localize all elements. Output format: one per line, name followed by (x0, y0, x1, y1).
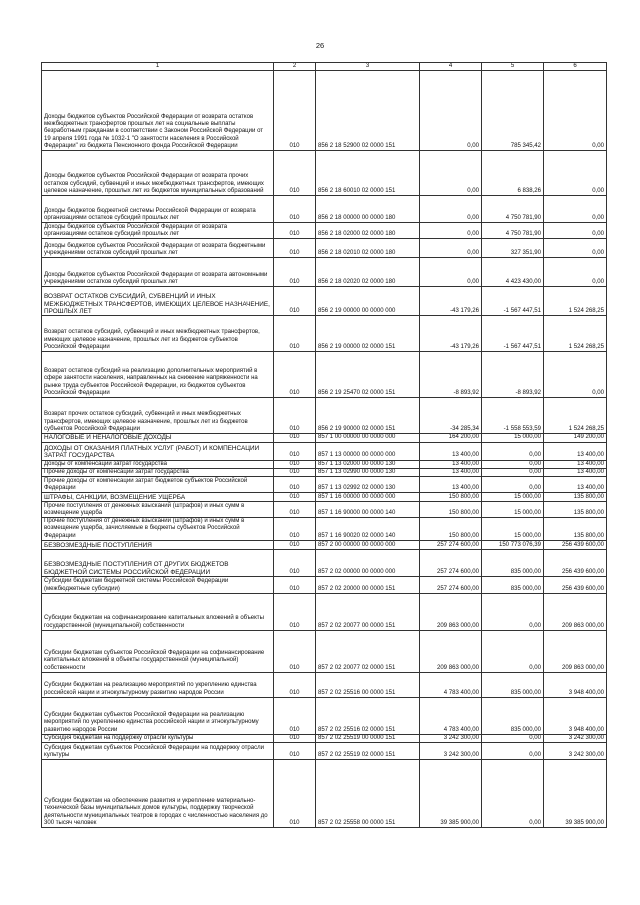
row-value-col5: 0,00 (482, 477, 544, 493)
row-value-col5: 4 750 781,90 (482, 223, 544, 239)
row-value-col4: 0,00 (420, 71, 482, 151)
row-budget-code: 856 2 19 00000 00 0000 000 (316, 287, 420, 316)
row-name: Прочие поступления от денежных взысканий (штрафов) и иных сумм в возмещение ущерба, зачисляемые в бюджеты субъектов Российской Федерации (42, 518, 274, 541)
row-value-col5: -1 558 553,59 (482, 398, 544, 434)
row-value-col4: 0,00 (420, 151, 482, 196)
row-value-col6: 256 439 600,00 (544, 550, 607, 577)
row-code: 010 (274, 71, 316, 151)
row-value-col5: 0,00 (482, 442, 544, 460)
table-row (42, 493, 607, 502)
row-code: 010 (274, 743, 316, 760)
row-code: 010 (274, 239, 316, 258)
row-name: Субсидии бюджетам на обеспечение развития и укрепление материально-технической базы муниципальных домов культуры, поддержку творческой деятельности муниципальных театров в городах с численностью населения до 300 тысяч человек (42, 760, 274, 828)
table-row (42, 434, 607, 442)
row-value-col5: 4 423 430,00 (482, 258, 544, 287)
row-name: Прочие доходы от компенсации затрат бюджетов субъектов Российской Федерации (42, 477, 274, 493)
row-code: 010 (274, 698, 316, 735)
row-budget-code: 857 2 02 25516 02 0000 151 (316, 698, 420, 735)
row-code: 010 (274, 287, 316, 316)
table-row (42, 735, 607, 743)
row-value-col6: 0,00 (544, 239, 607, 258)
row-budget-code: 857 1 16 90020 02 0000 140 (316, 518, 420, 541)
row-value-col5: 15 000,00 (482, 518, 544, 541)
table-header-row (42, 63, 607, 71)
row-value-col6: 0,00 (544, 223, 607, 239)
row-value-col6: 256 439 600,00 (544, 577, 607, 594)
row-value-col6: 3 242 300,00 (544, 743, 607, 760)
row-value-col6: 13 400,00 (544, 477, 607, 493)
row-value-col4: 13 400,00 (420, 442, 482, 460)
row-value-col6: 149 200,00 (544, 434, 607, 442)
row-value-col6: 3 948 400,00 (544, 673, 607, 698)
row-budget-code: 857 1 13 02000 00 0000 130 (316, 460, 420, 468)
row-value-col5: 835 000,00 (482, 673, 544, 698)
row-value-col5: 0,00 (482, 468, 544, 476)
row-value-col5: 0,00 (482, 460, 544, 468)
row-value-col6: 3 948 400,00 (544, 698, 607, 735)
row-name: Возврат остатков субсидий, субвенций и иных межбюджетных трансфертов, имеющих целевое назначение, прошлых лет из бюджетов субъектов Российской Федерации (42, 316, 274, 352)
row-value-col5: 15 000,00 (482, 493, 544, 502)
row-name: Субсидия бюджетам субъектов Российской Федерации на поддержку отрасли культуры (42, 743, 274, 760)
row-value-col4: 0,00 (420, 258, 482, 287)
table-row (42, 541, 607, 550)
page-number: 26 (315, 41, 325, 50)
row-budget-code: 857 2 02 25558 00 0000 151 (316, 760, 420, 828)
row-value-col4: 0,00 (420, 196, 482, 223)
row-value-col4: 209 863 000,00 (420, 631, 482, 673)
row-budget-code: 857 2 02 25516 00 0000 151 (316, 673, 420, 698)
table-row (42, 460, 607, 468)
row-code: 010 (274, 760, 316, 828)
row-value-col5: -8 893,92 (482, 352, 544, 398)
revenue-table (41, 62, 607, 828)
column-header: 3 (316, 63, 420, 71)
row-value-col4: 257 274 600,00 (420, 577, 482, 594)
row-value-col4: -43 179,26 (420, 287, 482, 316)
row-value-col4: 150 800,00 (420, 502, 482, 518)
row-value-col6: 0,00 (544, 71, 607, 151)
row-code: 010 (274, 196, 316, 223)
row-value-col6: 0,00 (544, 352, 607, 398)
table-row (42, 594, 607, 631)
table-row (42, 673, 607, 698)
row-budget-code: 856 2 19 25470 02 0000 151 (316, 352, 420, 398)
row-name: Прочие доходы от компенсации затрат государства (42, 468, 274, 476)
row-value-col4: 4 783 400,00 (420, 698, 482, 735)
row-code: 010 (274, 541, 316, 550)
row-value-col5: 0,00 (482, 743, 544, 760)
row-value-col4: 39 385 900,00 (420, 760, 482, 828)
row-name: Доходы бюджетов субъектов Российской Федерации от возврата организациями остатков субсидий прошлых лет (42, 223, 274, 239)
row-value-col4: 13 400,00 (420, 477, 482, 493)
row-value-col6: 209 863 000,00 (544, 631, 607, 673)
table-row (42, 760, 607, 828)
row-name: ДОХОДЫ ОТ ОКАЗАНИЯ ПЛАТНЫХ УСЛУГ (РАБОТ) И КОМПЕНСАЦИИ ЗАТРАТ ГОСУДАРСТВА (42, 442, 274, 460)
row-value-col4: -8 893,92 (420, 352, 482, 398)
row-budget-code: 856 2 18 02000 02 0000 180 (316, 223, 420, 239)
row-value-col4: 3 242 300,00 (420, 743, 482, 760)
row-value-col6: 135 800,00 (544, 502, 607, 518)
row-budget-code: 857 2 02 20000 00 0000 151 (316, 577, 420, 594)
table-row (42, 631, 607, 673)
row-value-col4: 13 400,00 (420, 468, 482, 476)
row-budget-code: 856 2 18 52900 02 0000 151 (316, 71, 420, 151)
row-value-col4: 0,00 (420, 223, 482, 239)
row-code: 010 (274, 518, 316, 541)
row-value-col4: 3 242 300,00 (420, 735, 482, 743)
table-row (42, 223, 607, 239)
row-value-col4: 150 800,00 (420, 518, 482, 541)
row-name: Доходы бюджетов субъектов Российской Федерации от возврата бюджетными учреждениями остатков субсидий прошлых лет (42, 239, 274, 258)
row-value-col6: 39 385 900,00 (544, 760, 607, 828)
row-name: ВОЗВРАТ ОСТАТКОВ СУБСИДИЙ, СУБВЕНЦИЙ И ИНЫХ МЕЖБЮДЖЕТНЫХ ТРАНСФЕРТОВ, ИМЕЮЩИХ ЦЕЛЕВОЕ НАЗНАЧЕНИЕ, ПРОШЛЫХ ЛЕТ (42, 287, 274, 316)
table-row (42, 743, 607, 760)
column-header: 4 (420, 63, 482, 71)
row-name: Возврат прочих остатков субсидий, субвенций и иных межбюджетных трансфертов, имеющих целевое назначение, прошлых лет из бюджетов субъектов Российской Федерации (42, 398, 274, 434)
column-header: 6 (544, 63, 607, 71)
row-value-col4: -34 285,34 (420, 398, 482, 434)
row-value-col6: 256 439 600,00 (544, 541, 607, 550)
table-row (42, 196, 607, 223)
row-value-col6: 13 400,00 (544, 468, 607, 476)
row-name: Прочие поступления от денежных взысканий (штрафов) и иных сумм в возмещение ущерба (42, 502, 274, 518)
row-budget-code: 856 2 18 60010 02 0000 151 (316, 151, 420, 196)
row-value-col4: 150 800,00 (420, 493, 482, 502)
column-header: 1 (42, 63, 274, 71)
row-code: 010 (274, 477, 316, 493)
row-budget-code: 856 2 18 02020 02 0000 180 (316, 258, 420, 287)
row-name: Доходы от компенсации затрат государства (42, 460, 274, 468)
row-name: НАЛОГОВЫЕ И НЕНАЛОГОВЫЕ ДОХОДЫ (42, 434, 274, 442)
row-code: 010 (274, 468, 316, 476)
row-code: 010 (274, 550, 316, 577)
row-value-col4: 257 274 600,00 (420, 541, 482, 550)
row-code: 010 (274, 434, 316, 442)
row-value-col5: -1 567 447,51 (482, 316, 544, 352)
row-budget-code: 857 1 13 00000 00 0000 000 (316, 442, 420, 460)
row-budget-code: 857 2 02 25519 00 0000 151 (316, 735, 420, 743)
table-row (42, 316, 607, 352)
row-code: 010 (274, 502, 316, 518)
row-value-col6: 13 400,00 (544, 442, 607, 460)
row-name: Субсидии бюджетам субъектов Российской Федерации на софинансирование капитальных вложений в объекты государственной (муниципальной) собственности (42, 631, 274, 673)
row-value-col4: -43 179,26 (420, 316, 482, 352)
table-row (42, 239, 607, 258)
row-name: БЕЗВОЗМЕЗДНЫЕ ПОСТУПЛЕНИЯ (42, 541, 274, 550)
row-name: Возврат остатков субсидий на реализацию дополнительных мероприятий в сфере занятости населения, направленных на снижение напряженности на рынке труда субъектов Российской Федерации, из бюджетов субъектов Российской Федерации (42, 352, 274, 398)
table-row (42, 398, 607, 434)
row-code: 010 (274, 577, 316, 594)
row-value-col6: 0,00 (544, 258, 607, 287)
row-value-col6: 0,00 (544, 151, 607, 196)
row-name: Субсидии бюджетам бюджетной системы Российской Федерации (межбюджетные субсидии) (42, 577, 274, 594)
row-budget-code: 857 2 02 00000 00 0000 000 (316, 550, 420, 577)
row-value-col4: 209 863 000,00 (420, 594, 482, 631)
row-name: ШТРАФЫ, САНКЦИИ, ВОЗМЕЩЕНИЕ УЩЕРБА (42, 493, 274, 502)
row-budget-code: 856 2 18 02010 02 0000 180 (316, 239, 420, 258)
row-value-col6: 209 863 000,00 (544, 594, 607, 631)
row-value-col5: -1 567 447,51 (482, 287, 544, 316)
row-budget-code: 856 2 19 90000 02 0000 151 (316, 398, 420, 434)
row-code: 010 (274, 594, 316, 631)
table-row (42, 577, 607, 594)
row-name: Субсидия бюджетам на поддержку отрасли культуры (42, 735, 274, 743)
row-code: 010 (274, 460, 316, 468)
table-row (42, 71, 607, 151)
row-value-col5: 0,00 (482, 760, 544, 828)
row-budget-code: 856 2 18 00000 00 0000 180 (316, 196, 420, 223)
table-row (42, 477, 607, 493)
row-name: БЕЗВОЗМЕЗДНЫЕ ПОСТУПЛЕНИЯ ОТ ДРУГИХ БЮДЖЕТОВ БЮДЖЕТНОЙ СИСТЕМЫ РОССИЙСКОЙ ФЕДЕРАЦИИ (42, 550, 274, 577)
row-value-col6: 1 524 268,25 (544, 316, 607, 352)
row-value-col6: 135 800,00 (544, 493, 607, 502)
row-budget-code: 857 2 02 20077 02 0000 151 (316, 631, 420, 673)
row-value-col6: 13 400,00 (544, 460, 607, 468)
table-row (42, 550, 607, 577)
row-value-col5: 15 000,00 (482, 502, 544, 518)
row-budget-code: 857 1 00 00000 00 0000 000 (316, 434, 420, 442)
row-code: 010 (274, 151, 316, 196)
table-row (42, 287, 607, 316)
row-budget-code: 857 1 16 00000 00 0000 000 (316, 493, 420, 502)
row-value-col5: 0,00 (482, 594, 544, 631)
table-row (42, 518, 607, 541)
row-value-col6: 3 242 300,00 (544, 735, 607, 743)
table-row (42, 442, 607, 460)
row-budget-code: 857 2 02 20077 00 0000 151 (316, 594, 420, 631)
table-row (42, 352, 607, 398)
row-value-col5: 835 000,00 (482, 698, 544, 735)
row-budget-code: 857 1 13 02990 00 0000 130 (316, 468, 420, 476)
row-name: Субсидии бюджетам субъектов Российской Федерации на реализацию мероприятий по укреплению единства российской нации и этнокультурному развитию народов России (42, 698, 274, 735)
row-code: 010 (274, 316, 316, 352)
row-value-col5: 785 345,42 (482, 71, 544, 151)
row-budget-code: 856 2 19 00000 02 0000 151 (316, 316, 420, 352)
row-code: 010 (274, 673, 316, 698)
row-value-col6: 0,00 (544, 196, 607, 223)
row-value-col5: 835 000,00 (482, 550, 544, 577)
row-code: 010 (274, 258, 316, 287)
row-name: Субсидии бюджетам на реализацию мероприятий по укреплению единства российской нации и этнокультурному развитию народов России (42, 673, 274, 698)
table-row (42, 258, 607, 287)
row-value-col4: 257 274 600,00 (420, 550, 482, 577)
row-value-col6: 1 524 268,25 (544, 398, 607, 434)
row-value-col4: 4 783 400,00 (420, 673, 482, 698)
row-value-col4: 0,00 (420, 239, 482, 258)
row-code: 010 (274, 223, 316, 239)
row-name: Субсидии бюджетам на софинансирование капитальных вложений в объекты государственной (муниципальной) собственности (42, 594, 274, 631)
column-header: 5 (482, 63, 544, 71)
column-header: 2 (274, 63, 316, 71)
row-value-col4: 13 400,00 (420, 460, 482, 468)
row-value-col4: 164 200,00 (420, 434, 482, 442)
row-code: 010 (274, 442, 316, 460)
row-code: 010 (274, 398, 316, 434)
row-budget-code: 857 1 16 90000 00 0000 140 (316, 502, 420, 518)
table-row (42, 151, 607, 196)
row-value-col5: 0,00 (482, 631, 544, 673)
row-code: 010 (274, 493, 316, 502)
row-value-col5: 6 838,26 (482, 151, 544, 196)
row-value-col6: 1 524 268,25 (544, 287, 607, 316)
row-code: 010 (274, 631, 316, 673)
row-name: Доходы бюджетов субъектов Российской Федерации от возврата автономными учреждениями остатков субсидий прошлых лет (42, 258, 274, 287)
row-code: 010 (274, 352, 316, 398)
row-code: 010 (274, 735, 316, 743)
row-name: Доходы бюджетов бюджетной системы Российской Федерации от возврата организациями остатков субсидий прошлых лет (42, 196, 274, 223)
table-row (42, 698, 607, 735)
row-value-col5: 15 000,00 (482, 434, 544, 442)
row-name: Доходы бюджетов субъектов Российской Федерации от возврата прочих остатков субсидий, субвенций и иных межбюджетных трансфертов, имеющих целевое назначение, прошлых лет из бюджетов муниципальных образований (42, 151, 274, 196)
row-budget-code: 857 1 13 02992 02 0000 130 (316, 477, 420, 493)
row-value-col5: 0,00 (482, 735, 544, 743)
row-value-col5: 835 000,00 (482, 577, 544, 594)
row-value-col5: 327 351,90 (482, 239, 544, 258)
table-row (42, 468, 607, 476)
row-budget-code: 857 2 00 00000 00 0000 000 (316, 541, 420, 550)
row-value-col5: 150 773 076,39 (482, 541, 544, 550)
table-row (42, 502, 607, 518)
row-value-col6: 135 800,00 (544, 518, 607, 541)
row-budget-code: 857 2 02 25519 02 0000 151 (316, 743, 420, 760)
row-name: Доходы бюджетов субъектов Российской Федерации от возврата остатков межбюджетных трансфертов прошлых лет на социальные выплаты безработным гражданам в соответствии с Законом Российской Федерации от 19 апреля 1991 года № 1032-1 "О занятости населения в Российской Федерации" из бюджета Пенсионного фонда Российской Федерации (42, 71, 274, 151)
row-value-col5: 4 750 781,90 (482, 196, 544, 223)
